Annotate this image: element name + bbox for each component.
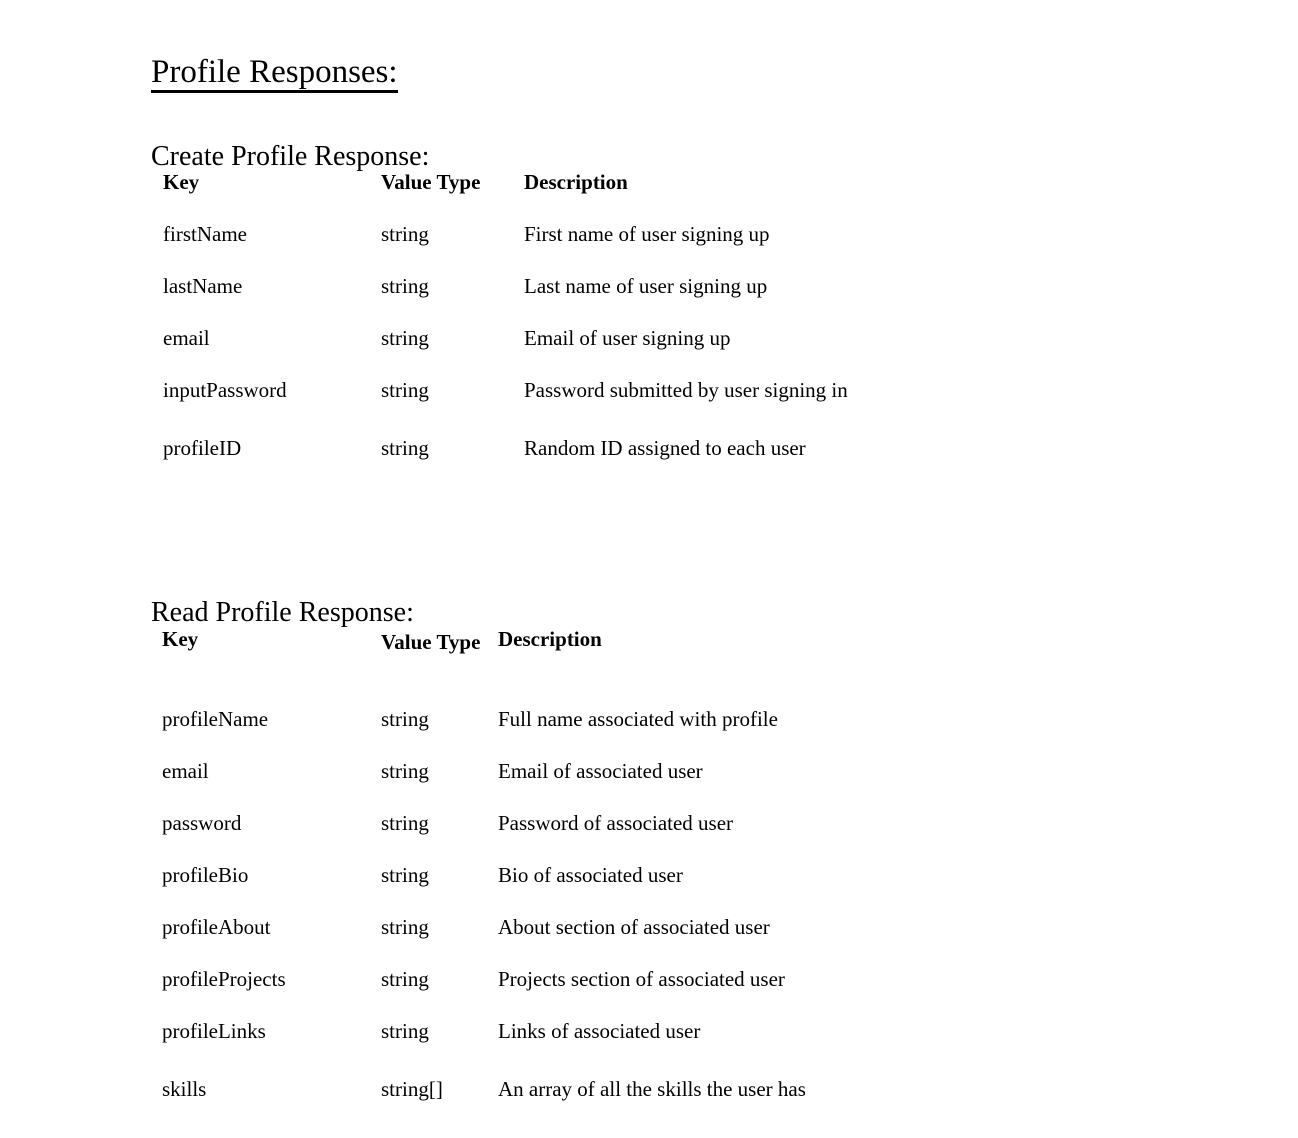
cell-key: profileBio xyxy=(162,863,249,887)
table-row xyxy=(162,915,928,967)
cell-description: Bio of associated user xyxy=(498,863,683,887)
page-title-text: Profile Responses: xyxy=(151,54,398,91)
cell-key: profileAbout xyxy=(162,915,271,939)
page-title xyxy=(151,52,398,93)
table-header-row xyxy=(162,627,928,707)
table-header-row xyxy=(163,170,944,222)
table-row xyxy=(163,378,944,430)
cell-key: email xyxy=(162,759,209,783)
cell-value-type: string xyxy=(381,222,429,246)
table-row xyxy=(163,274,944,326)
cell-description: Random ID assigned to each user xyxy=(524,436,806,460)
cell-key: inputPassword xyxy=(163,378,287,402)
table-row xyxy=(162,759,928,811)
read-profile-response-table xyxy=(162,627,928,1123)
cell-key: password xyxy=(162,811,242,835)
cell-value-type: string[] xyxy=(381,1077,443,1101)
cell-key: profileName xyxy=(162,707,269,731)
cell-value-type: string xyxy=(381,1019,429,1043)
table-row xyxy=(162,863,928,915)
cell-value-type: string xyxy=(381,436,429,460)
column-header-description: Description xyxy=(524,170,628,194)
cell-key: lastName xyxy=(163,274,243,298)
table-header xyxy=(162,627,928,707)
column-header-key: Key xyxy=(163,170,200,194)
table-row xyxy=(162,811,928,863)
cell-description: Email of associated user xyxy=(498,759,703,783)
column-header-value-type: Value Type xyxy=(381,170,481,194)
create-profile-response-table xyxy=(163,170,944,482)
cell-key: skills xyxy=(162,1077,207,1101)
table-row xyxy=(162,707,928,759)
cell-description: Last name of user signing up xyxy=(524,274,768,298)
cell-key: profileID xyxy=(163,436,242,460)
cell-key: profileLinks xyxy=(162,1019,266,1043)
column-header-description: Description xyxy=(498,627,602,651)
table-row xyxy=(163,222,944,274)
table-row xyxy=(162,1019,928,1071)
cell-value-type: string xyxy=(381,863,429,887)
cell-value-type: string xyxy=(381,811,429,835)
cell-value-type: string xyxy=(381,326,429,350)
cell-description: An array of all the skills the user has xyxy=(498,1077,806,1101)
cell-description: About section of associated user xyxy=(498,915,770,939)
cell-key: profileProjects xyxy=(162,967,286,991)
table-row xyxy=(163,326,944,378)
cell-description: First name of user signing up xyxy=(524,222,770,246)
cell-key: email xyxy=(163,326,210,350)
cell-value-type: string xyxy=(381,759,429,783)
table-body xyxy=(163,222,944,482)
column-header-value-type: Value Type xyxy=(381,630,481,654)
cell-value-type: string xyxy=(381,274,429,298)
cell-description: Password submitted by user signing in xyxy=(524,378,848,402)
cell-description: Projects section of associated user xyxy=(498,967,785,991)
cell-value-type: string xyxy=(381,915,429,939)
cell-description: Links of associated user xyxy=(498,1019,701,1043)
table-row xyxy=(163,430,944,482)
table-header xyxy=(163,170,944,222)
column-header-key: Key xyxy=(162,627,199,651)
cell-value-type: string xyxy=(381,967,429,991)
section-heading-read-profile-response: Read Profile Response: xyxy=(151,597,414,629)
cell-description: Full name associated with profile xyxy=(498,707,778,731)
table-row xyxy=(162,967,928,1019)
cell-key: firstName xyxy=(163,222,247,246)
cell-description: Email of user signing up xyxy=(524,326,731,350)
cell-value-type: string xyxy=(381,378,429,402)
cell-value-type: string xyxy=(381,707,429,731)
section-heading-create-profile-response: Create Profile Response: xyxy=(151,141,430,173)
table-row xyxy=(162,1071,928,1123)
table-body xyxy=(162,707,928,1123)
cell-description: Password of associated user xyxy=(498,811,734,835)
